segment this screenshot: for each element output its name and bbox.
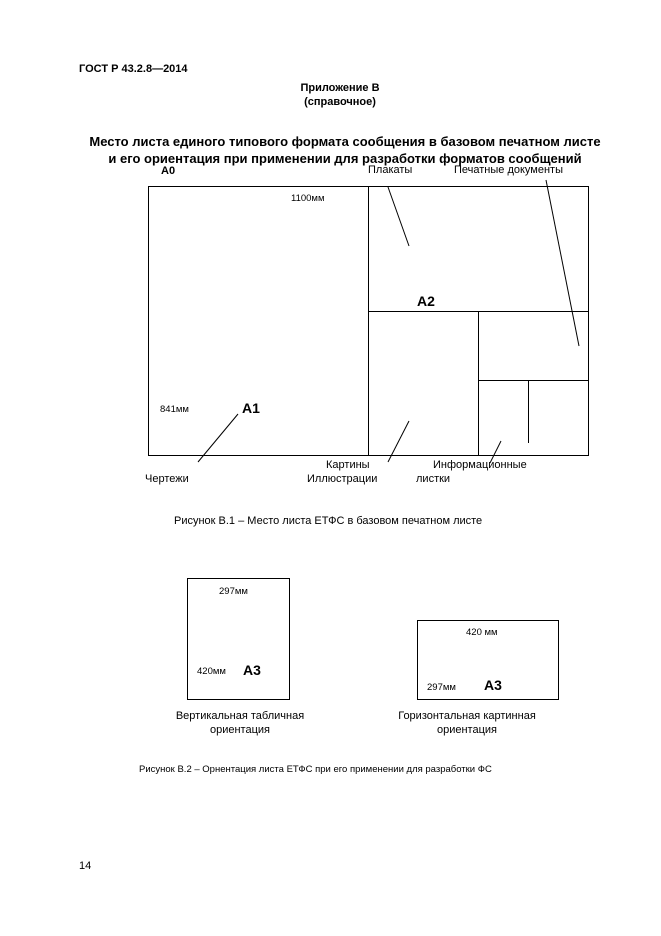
standard-header: ГОСТ Р 43.2.8—2014 [79, 63, 188, 75]
vertical-dim-side: 420мм [197, 666, 226, 677]
callout-pictures: Картины [326, 459, 370, 471]
appendix-title: Приложение В [300, 82, 380, 94]
callout-info: Информационные [433, 459, 527, 471]
dim-height: 841мм [160, 404, 189, 415]
section-title-line2: и его ориентация при применении для разработки форматов сообщений [108, 151, 582, 166]
vertical-format: А3 [243, 662, 261, 678]
callout-printed-docs: Печатные документы [454, 164, 564, 176]
page-number: 14 [79, 860, 92, 872]
callout-posters: Плакаты [368, 164, 413, 176]
figure-2-caption: Рисунок В.2 – Орнентация листа ЕТФС при его применении для разработки ФС [139, 764, 492, 775]
horizontal-dim-top: 420 мм [466, 627, 498, 638]
dim-width: 1100мм [291, 193, 325, 204]
appendix-subtitle: (справочное) [304, 96, 376, 108]
figure-1-caption: Рисунок В.1 – Место листа ЕТФС в базовом печатном листе [174, 515, 483, 527]
horizontal-format: А3 [484, 677, 502, 693]
vertical-label-line2: ориентация [209, 724, 270, 736]
callout-illustrations: Иллюстрации [307, 473, 378, 485]
vertical-label-line1: Вертикальная табличная [175, 710, 305, 722]
callout-leaflets: листки [416, 473, 451, 485]
label-a1: А1 [242, 400, 260, 416]
horizontal-label-line1: Горизонтальная картинная [398, 710, 536, 722]
label-a2: А2 [417, 293, 435, 309]
callout-line-posters [388, 187, 409, 246]
label-a0: А0 [161, 165, 176, 177]
callout-line-pictures [388, 421, 409, 462]
vertical-dim-top: 297мм [219, 586, 248, 597]
callout-line-drawings [198, 414, 238, 462]
horizontal-label-line2: ориентация [436, 724, 497, 736]
callout-drawings: Чертежи [145, 473, 189, 485]
callout-line-printed-docs [546, 180, 579, 346]
horizontal-dim-side: 297мм [427, 682, 456, 693]
section-title-line1: Место листа единого типового формата сообщения в базовом печатном листе [89, 134, 601, 149]
